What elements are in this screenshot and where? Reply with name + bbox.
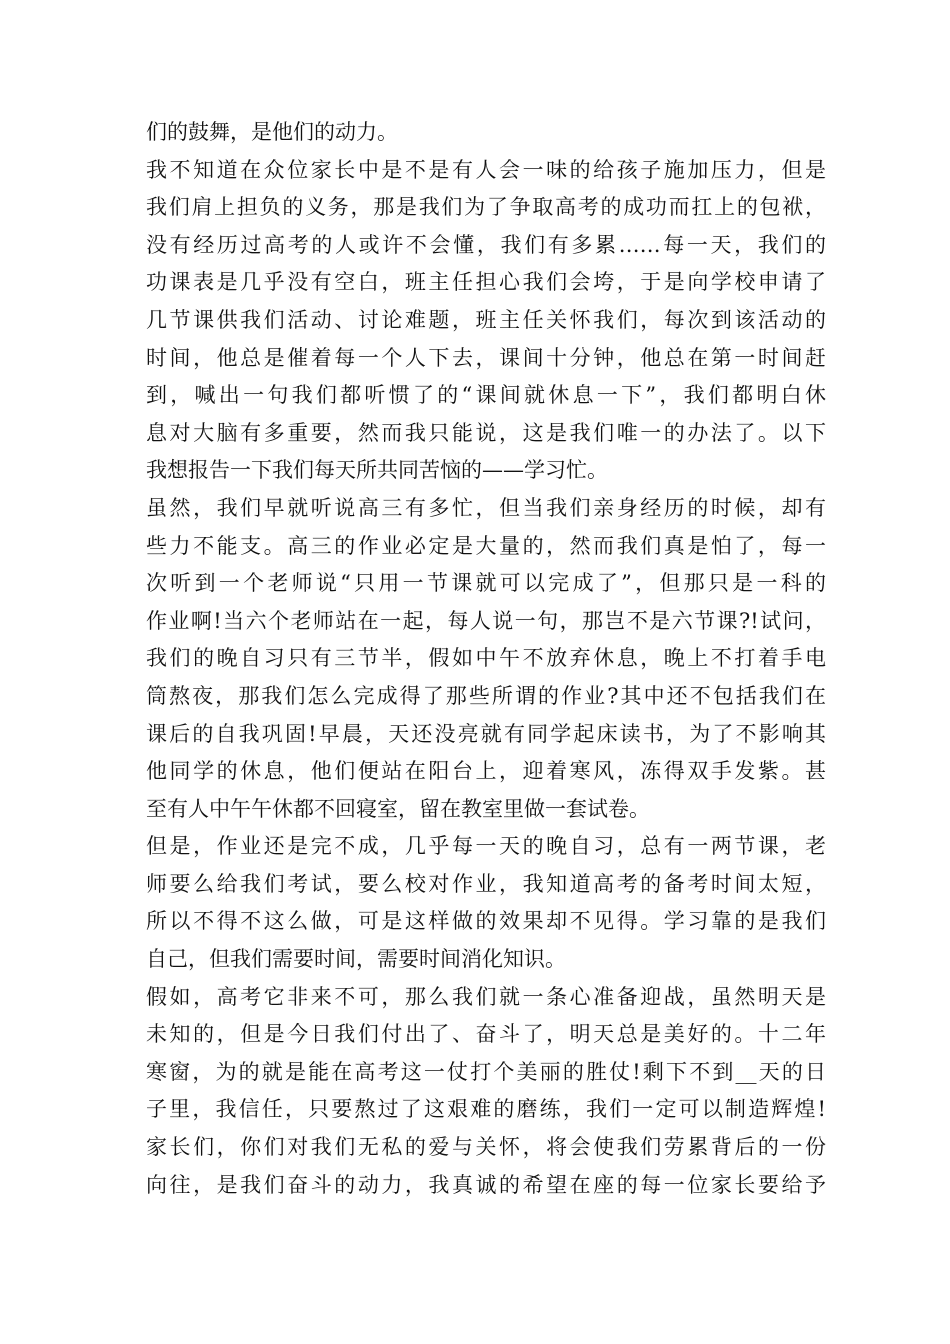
text-line: 我们的晚自习只有三节半，假如中午不放弃休息，晚上不打着手电	[146, 646, 826, 671]
text-line: 我不知道在众位家长中是不是有人会一味的给孩子施加压力，但是	[146, 157, 826, 182]
text-line: 所以不得不这么做，可是这样做的效果却不见得。学习靠的是我们	[146, 909, 826, 934]
text-line: 未知的，但是今日我们付出了、奋斗了，明天总是美好的。十二年	[146, 1022, 826, 1047]
text-line: 次听到一个老师说“只用一节课就可以完成了”，但那只是一科的	[146, 571, 826, 596]
text-line: 师要么给我们考试，要么校对作业，我知道高考的备考时间太短，	[146, 871, 826, 896]
text-line: 向往，是我们奋斗的动力，我真诚的希望在座的每一位家长要给予	[146, 1172, 826, 1197]
text-line: 自己，但我们需要时间，需要时间消化知识。	[146, 947, 566, 972]
body-text	[146, 114, 826, 1204]
text-line: 课后的自我巩固!早晨，天还没亮就有同学起床读书，为了不影响其	[146, 721, 826, 746]
text-line: 寒窗，为的就是能在高考这一仗打个美丽的胜仗!剩下不到__天的日	[146, 1059, 826, 1084]
text-line: 们的鼓舞，是他们的动力。	[146, 120, 398, 144]
text-line: 筒熬夜，那我们怎么完成得了那些所谓的作业?其中还不包括我们在	[146, 683, 826, 708]
text-line: 功课表是几乎没有空白，班主任担心我们会垮，于是向学校申请了	[146, 270, 826, 295]
text-line: 我想报告一下我们每天所共同苦恼的——学习忙。	[146, 458, 608, 483]
text-line: 家长们，你们对我们无私的爱与关怀，将会使我们劳累背后的一份	[146, 1135, 826, 1160]
text-line: 但是，作业还是完不成，几乎每一天的晚自习，总有一两节课，老	[146, 834, 826, 859]
text-line: 作业啊!当六个老师站在一起，每人说一句，那岂不是六节课?!试问，	[146, 608, 826, 633]
text-line: 到，喊出一句我们都听惯了的“课间就休息一下”，我们都明白休	[146, 383, 826, 408]
text-line: 我们肩上担负的义务，那是我们为了争取高考的成功而扛上的包袱，	[146, 195, 826, 220]
text-line: 至有人中午午休都不回寝室，留在教室里做一套试卷。	[146, 796, 650, 821]
text-line: 子里，我信任，只要熬过了这艰难的磨练，我们一定可以制造辉煌!	[146, 1097, 826, 1122]
text-line: 虽然，我们早就听说高三有多忙，但当我们亲身经历的时候，却有	[146, 495, 826, 520]
text-line: 些力不能支。高三的作业必定是大量的，然而我们真是怕了，每一	[146, 533, 826, 558]
text-line: 没有经历过高考的人或许不会懂，我们有多累……每一天，我们的	[146, 232, 826, 257]
text-line: 几节课供我们活动、讨论难题，班主任关怀我们，每次到该活动的	[146, 307, 826, 332]
text-line: 他同学的休息，他们便站在阳台上，迎着寒风，冻得双手发紫。甚	[146, 759, 826, 784]
text-line: 时间，他总是催着每一个人下去，课间十分钟，他总在第一时间赶	[146, 345, 826, 370]
text-line: 假如，高考它非来不可，那么我们就一条心准备迎战，虽然明天是	[146, 984, 826, 1009]
text-line: 息对大脑有多重要，然而我只能说，这是我们唯一的办法了。以下	[146, 420, 826, 445]
